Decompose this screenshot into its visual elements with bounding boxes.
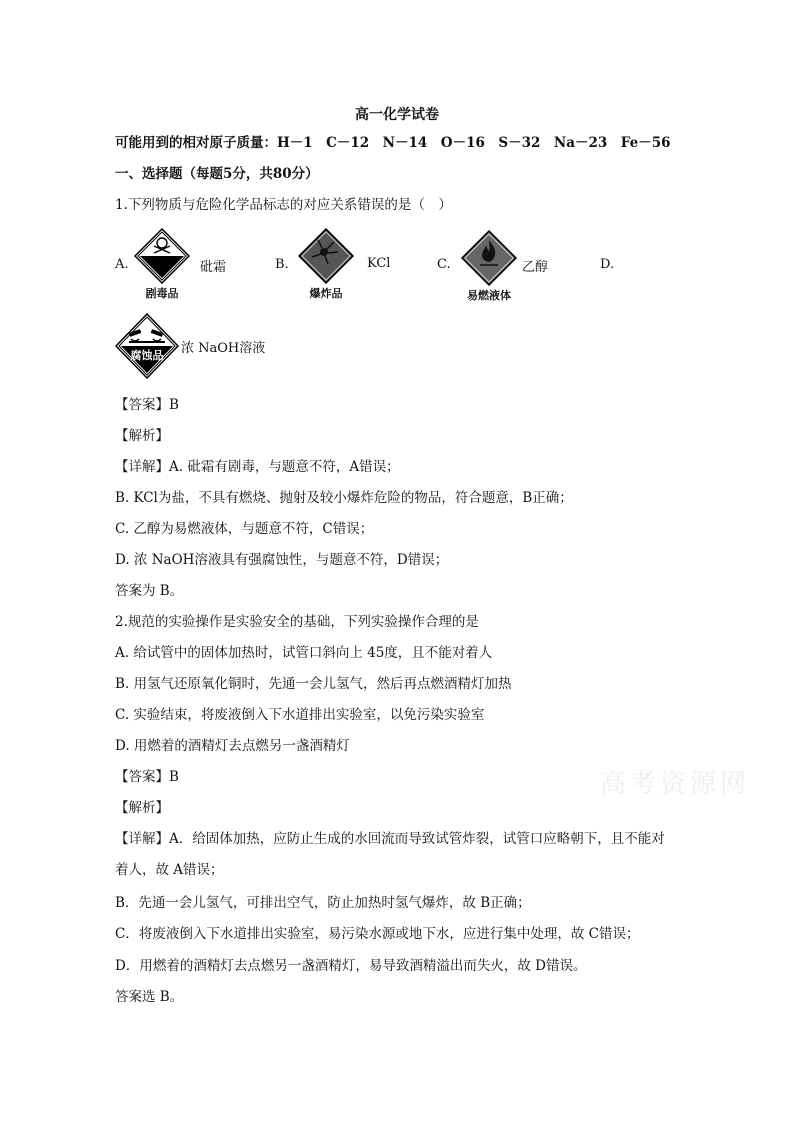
flame-icon — [461, 230, 517, 290]
option-b-substance: KCl — [367, 256, 391, 271]
q2-option: A. 给试管中的固体加热时，试管口斜向上 45度，且不能对着人 — [115, 645, 493, 661]
q2-detail-line: 着人，故 A错误； — [115, 862, 224, 878]
option-d-hazard-label: 腐蚀品 — [130, 349, 164, 362]
q2-detail-line: B．先通一会儿氢气，可排出空气，防止加热时氢气爆炸，故 B正确； — [115, 895, 531, 911]
q2-option: D. 用燃着的酒精灯去点燃另一盏酒精灯 — [115, 738, 350, 754]
option-d-substance: 浓 NaOH溶液 — [181, 341, 266, 356]
option-c-letter: C. — [437, 257, 451, 272]
section-heading: 一、选择题（每题5分，共80分） — [115, 166, 319, 182]
option-a-substance: 砒霜 — [200, 260, 227, 275]
question-2-stem: 2.规范的实验操作是实验安全的基础，下列实验操作合理的是 — [115, 614, 479, 630]
q2-option: C. 实验结束，将废液倒入下水道排出实验室，以免污染实验室 — [115, 707, 485, 723]
skull-crossbones-icon — [134, 228, 190, 288]
q2-detail-line: 【详解】A．给固体加热，应防止生成的水回流而导致试管炸裂，试管口应略朝下，且不能对 — [115, 831, 665, 847]
option-b-letter: B. — [275, 257, 289, 272]
watermark: 高考资源网 — [600, 769, 751, 799]
q2-option: B. 用氢气还原氧化铜时，先通一会儿氢气，然后再点燃酒精灯加热 — [115, 676, 512, 692]
explosion-icon — [298, 228, 354, 288]
q2-conclusion: 答案选 B。 — [115, 989, 184, 1005]
q1-detail-line: D. 浓 NaOH溶液具有强腐蚀性，与题意不符，D错误； — [115, 552, 449, 568]
option-a-hazard-label: 剧毒品 — [145, 287, 179, 300]
option-d-letter: D. — [600, 257, 615, 272]
q2-detail-line: C．将废液倒入下水道排出实验室，易污染水源或地下水，应进行集中处理，故 C错误； — [115, 926, 640, 942]
q2-analysis-heading: 【解析】 — [115, 800, 169, 816]
option-c-hazard-label: 易燃液体 — [467, 289, 511, 302]
exam-title: 高一化学试卷 — [355, 107, 439, 123]
q2-detail-line: D．用燃着的酒精灯去点燃另一盏酒精灯，易导致酒精溢出而失火，故 D错误。 — [115, 958, 587, 974]
q1-answer: 【答案】B — [115, 397, 179, 413]
option-c-substance: 乙醇 — [522, 260, 549, 275]
option-b-hazard-label: 爆炸品 — [309, 287, 343, 300]
q1-conclusion: 答案为 B。 — [115, 583, 184, 599]
option-a-letter: A. — [115, 257, 129, 272]
question-1-stem: 1.下列物质与危险化学品标志的对应关系错误的是（ ） — [115, 197, 452, 213]
q1-analysis-heading: 【解析】 — [115, 428, 169, 444]
q2-answer: 【答案】B — [115, 769, 179, 785]
q1-detail-line: B. KCl为盐，不具有燃烧、抛射及较小爆炸危险的物品，符合题意，B正确； — [115, 490, 573, 506]
q1-detail-line: 【详解】A. 砒霜有剧毒，与题意不符，A错误； — [115, 459, 400, 475]
atomic-masses: 可能用到的相对原子质量：H－1 C－12 N－14 O－16 S－32 Na－23 Fe－56 — [115, 135, 671, 151]
q1-detail-line: C. 乙醇为易燃液体，与题意不符，C错误； — [115, 521, 374, 537]
